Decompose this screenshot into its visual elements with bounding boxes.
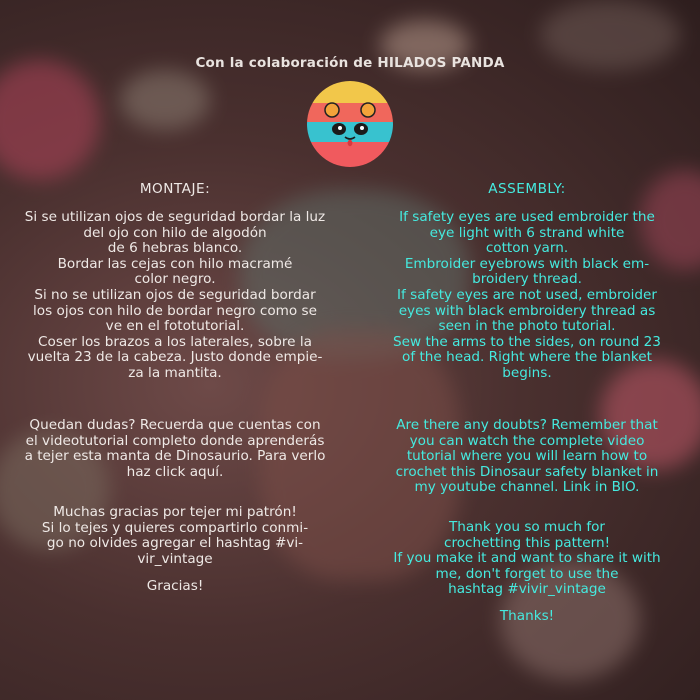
english-heading: ASSEMBLY: <box>488 181 566 197</box>
background-flower <box>120 70 210 130</box>
english-thanks-text <box>356 520 698 598</box>
spanish-doubts-text <box>6 418 344 480</box>
panda-logo-icon <box>307 81 393 167</box>
english-thanks-paragraph: Thank you so much for crochetting this pattern! If you make it and want to share it with me, don't forget to use the hashtag #vivir_vintage <box>393 519 661 598</box>
english-closing: Thanks! <box>499 608 555 624</box>
spanish-thanks-text <box>6 505 344 567</box>
english-assembly-paragraph: If safety eyes are used embroider the eye light with 6 strand white cotton yarn. Embroider eyebrows with black em- broidery thread. If safety eyes are not used, embroider eyes with black embroidery thread as seen in the photo tutorial. Sew the arms to the sides, on round 23 of the head. Right where the blanket begins. <box>393 209 661 381</box>
spanish-closing-text <box>6 579 344 595</box>
english-doubts-paragraph: Are there any doubts? Remember that you can watch the complete video tutorial where you will learn how to crochet this Dinosaur safety blanket in my youtube channel. Link in BIO. <box>395 417 659 496</box>
spanish-assembly-paragraph: Si se utilizan ojos de seguridad bordar la luz del ojo con hilo de algodón de 6 hebras blanco. Bordar las cejas con hilo macramé color negro. Si no se utilizan ojos de seguridad bordar los ojos con hilo de bordar negro como se ve en el fototutorial. Coser los brazos a los laterales, sobre la vuelta 23 de la cabeza. Justo donde empie- za la mantita. <box>24 209 326 381</box>
spanish-thanks-paragraph: Muchas gracias por tejer mi patrón! Si lo tejes y quieres compartirlo conmi- go no olvides agregar el hashtag #vi- vir_vintage <box>41 504 309 567</box>
english-assembly-text <box>356 210 698 382</box>
spanish-assembly-text <box>6 210 344 382</box>
spanish-doubts-paragraph: Quedan dudas? Recuerda que cuentas con el videotutorial completo donde aprenderás a tejer esta manta de Dinosaurio. Para verlo haz click aquí. <box>24 417 326 480</box>
collaboration-header: Con la colaboración de HILADOS PANDA <box>195 55 505 71</box>
english-doubts-text <box>356 418 698 496</box>
background-flower <box>0 60 100 180</box>
spanish-heading: MONTAJE: <box>139 181 211 197</box>
english-closing-text <box>356 609 698 625</box>
spanish-closing: Gracias! <box>146 578 204 594</box>
